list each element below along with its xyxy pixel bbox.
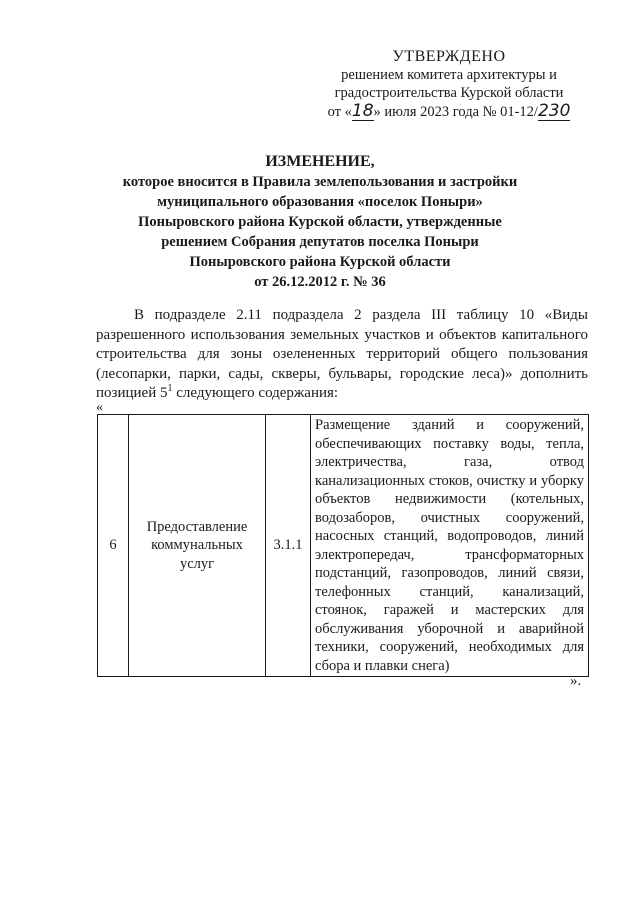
cell-number: 6 [98, 415, 129, 677]
heading-line: которое вносится в Правила землепользования и застройки [122, 174, 518, 190]
heading-line: решением Собрания депутатов поселка Поныри [161, 234, 479, 250]
approval-stamp: УТВЕРЖДЕНО [392, 48, 506, 65]
approval-date-prefix: от « [327, 104, 352, 120]
approval-block [314, 48, 584, 121]
approval-line-2: градостроительства Курской области [334, 85, 564, 101]
opening-quote: « [96, 400, 103, 415]
body-text: В подразделе 2.11 подраздела 2 раздела III таблицу 10 «Виды разрешенного использования земельных участков и объектов капитального строительства для зоны озелененных территорий общего пользования (лесопарки, парки, сады, скверы, бульвары, городские леса)» дополнить позицией 5 [96, 307, 588, 401]
approval-line-1: решением комитета архитектуры и [341, 67, 557, 83]
cell-code: 3.1.1 [266, 415, 311, 677]
position-superscript: 1 [167, 383, 173, 394]
handwritten-day: 18 [351, 101, 374, 121]
body-text-end: следующего содержания: [172, 385, 339, 401]
handwritten-number: 230 [537, 101, 571, 121]
closing-quote: ». [570, 673, 582, 689]
document-heading [80, 152, 560, 292]
cell-description: Размещение зданий и сооружений, обеспечивающих поставку воды, тепла, электричества, газа, отвод канализационных стоков, очистку и уборку объектов недвижимости (котельных, водозаборов, очистных сооружений, насосных станций, водопроводов, линий электропередач, трансформаторных подстанций, газопроводов, линий связи, телефонных станций, канализаций, стоянок, гаражей и мастерских для обслуживания уборочной и аварийной техники, сооружений, необходимых для сбора и плавки снега) [311, 415, 589, 677]
heading-line: Поныровского района Курской области, утвержденные [138, 214, 502, 230]
table-row [98, 415, 589, 677]
approval-date [314, 102, 584, 121]
heading-line: от 26.12.2012 г. № 36 [254, 274, 386, 290]
cell-use-name: Предоставление коммунальных услуг [129, 415, 266, 677]
approval-date-middle: » июля 2023 года № 01-12/ [373, 104, 538, 120]
amendment-table [97, 414, 589, 677]
heading-line: Поныровского района Курской области [189, 254, 451, 270]
body-paragraph [96, 306, 588, 404]
heading-line: муниципального образования «поселок Поныри» [157, 194, 483, 210]
heading-title: ИЗМЕНЕНИЕ, [265, 153, 375, 170]
